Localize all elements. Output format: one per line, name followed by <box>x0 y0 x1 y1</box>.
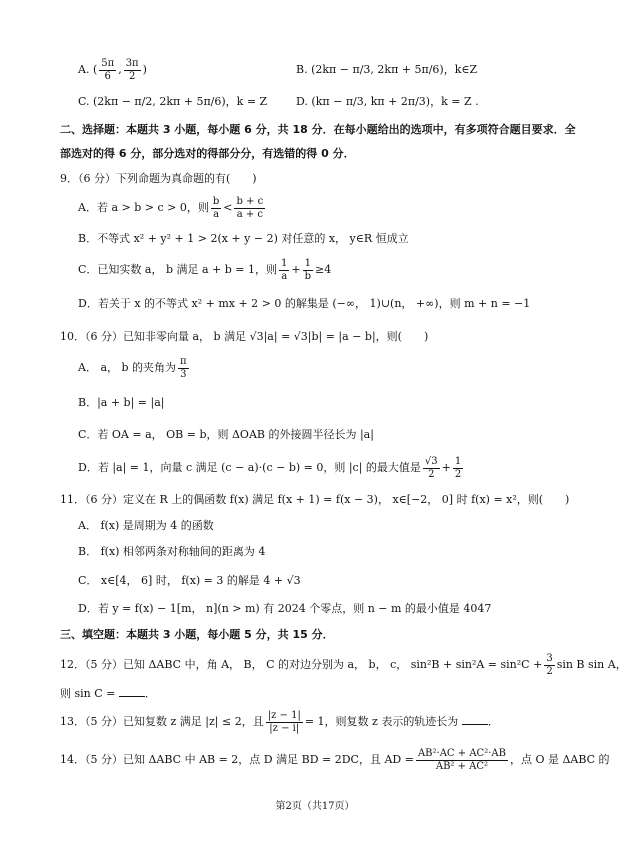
q10-d-frac2: $\frac{1}{2}$ <box>454 456 462 480</box>
q9-option-a: A．若 a > b > c > 0，则 $\frac{b}{a}$ < $\frac{b + c}{a + c}$ <box>78 196 264 220</box>
q9-option-d: D．若关于 x 的不等式 x² + mx + 2 > 0 的解集是 (−∞， 1)∪(n， +∞)，则 m + n = −1 <box>78 297 531 310</box>
q8-option-c: C. (2kπ − π/2, 2kπ + 5π/6)，k = Z <box>78 95 268 108</box>
q10-stem: 10．（6 分）已知非零向量 a， b 满足 √3|a| = √3|b| = |a − b|，则( ) <box>60 330 429 343</box>
q14-frac: $\frac{\text{AB²·AC + AC²·AB}}{\text{AB² + AC²}}$ <box>417 748 506 772</box>
q10-a-frac: $\frac{\pi}{3}$ <box>180 356 187 380</box>
q9-a-frac2: $\frac{b + c}{a + c}$ <box>236 196 264 220</box>
q10-option-d: D．若 |a| = 1，向量 c 满足 (c − a)·(c − b) = 0，则 |c| 的最大值是 $\frac{√3}{2}$ + $\frac{1}{2}$ <box>78 456 462 480</box>
section2-line2: 部选对的得 6 分，部分选对的得部分分，有选错的得 0 分． <box>60 147 355 160</box>
q8-option-a: A. ( $\frac{5\pi}{6}$ , $\frac{3\pi}{2}$ ) <box>78 58 147 82</box>
q11-option-d: D．若 y = f(x) − 1[m， n](n > m) 有 2024 个零点，则 n − m 的最小值是 4047 <box>78 602 492 615</box>
q13-answer-blank[interactable] <box>462 714 488 725</box>
q13-frac: $\frac{|z - 1|}{|z - i|}$ <box>267 710 301 734</box>
q12-line1: 12．（5 分）已知 ΔABC 中，角 A， B， C 的对边分别为 a， b， c， sin²B + sin²A = sin²C + $\frac{3}{2}$ sin B sin A， <box>60 653 627 677</box>
page-footer: 第2页（共17页） <box>275 801 355 812</box>
q12-frac: $\frac{3}{2}$ <box>546 653 553 677</box>
q10-option-a: A． a， b 的夹角为 $\frac{\pi}{3}$ <box>78 356 187 380</box>
q9-c-frac1: $\frac{1}{a}$ <box>281 258 288 282</box>
q13: 13．（5 分）已知复数 z 满足 |z| ≤ 2，且 $\frac{|z - 1|}{|z - i|}$ = 1，则复数 z 表示的轨迹长为 ． <box>60 710 499 734</box>
q14: 14．（5 分）已知 ΔABC 中 AB = 2，点 D 满足 BD = 2DC，且 AD = $\frac{\text{AB²·AC + AC²·AB}}{\text{AB² + AC²}}$ ，点 O 是 ΔABC 的 <box>60 748 610 772</box>
q9-option-c: C．已知实数 a， b 满足 a + b = 1，则 $\frac{1}{a}$ + $\frac{1}{b}$ ≥4 <box>78 258 332 282</box>
q11-option-a: A． f(x) 是周期为 4 的函数 <box>78 519 214 532</box>
q8-option-d: D. (kπ − π/3, kπ + 2π/3)，k = Z . <box>296 95 479 108</box>
q11-option-c: C． x∈[4， 6] 时， f(x) = 3 的解是 4 + √3 <box>78 574 301 587</box>
q10-option-c: C．若 OA = a， OB = b，则 ΔOAB 的外接圆半径长为 |a| <box>78 428 374 441</box>
q11-option-b: B． f(x) 相邻两条对称轴间的距离为 4 <box>78 545 266 558</box>
q10-option-b: B．|a + b| = |a| <box>78 396 165 409</box>
q9-option-b: B．不等式 x² + y² + 1 > 2(x + y − 2) 对任意的 x， y∈R 恒成立 <box>78 232 409 245</box>
q9-stem: 9．（6 分）下列命题为真命题的有( ) <box>60 172 257 185</box>
q8-a-frac1: $\frac{5\pi}{6}$ <box>101 58 115 82</box>
q10-d-frac1: $\frac{√3}{2}$ <box>424 456 438 480</box>
q11-stem: 11．（6 分）定义在 R 上的偶函数 f(x) 满足 f(x + 1) = f(x − 3)， x∈[−2， 0] 时 f(x) = x²，则( ) <box>60 493 570 506</box>
q8-option-b: B. (2kπ − π/3, 2kπ + 5π/6)，k∈Z <box>296 63 478 76</box>
q12-line2: 则 sin C = ． <box>60 687 156 700</box>
section3-heading: 三、填空题：本题共 3 小题，每小题 5 分，共 15 分． <box>60 628 334 641</box>
q9-c-frac2: $\frac{1}{b}$ <box>304 258 312 282</box>
q8-a-frac2: $\frac{3\pi}{2}$ <box>125 58 139 82</box>
q12-answer-blank[interactable] <box>119 686 145 697</box>
section2-line1: 二、选择题：本题共 3 小题，每小题 6 分，共 18 分．在每小题给出的选项中，有多项符合题目要求．全 <box>60 123 576 136</box>
q9-a-frac1: $\frac{b}{a}$ <box>212 196 220 220</box>
